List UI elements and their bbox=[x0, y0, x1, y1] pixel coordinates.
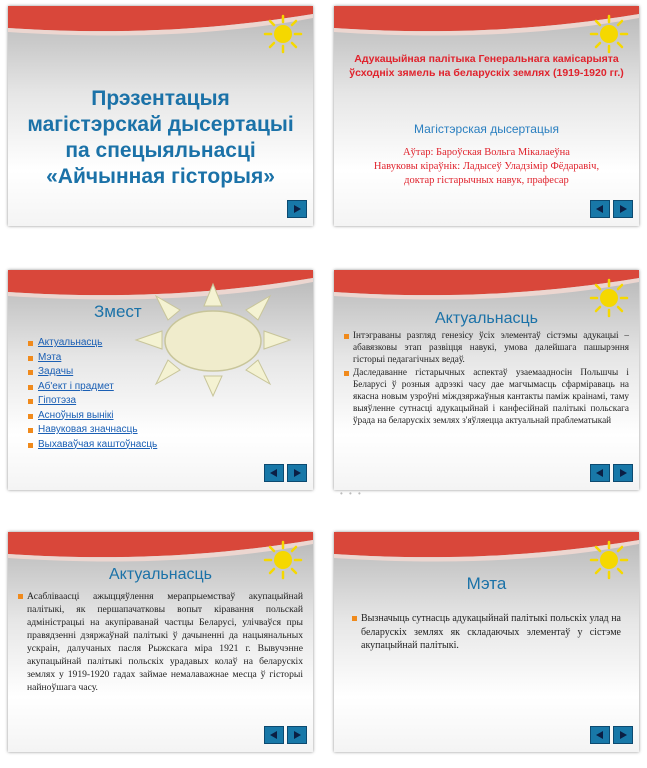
slide-title: Актуальнасць bbox=[109, 566, 212, 583]
prev-slide-button[interactable] bbox=[590, 726, 610, 744]
toc-item[interactable]: Задачы bbox=[28, 365, 157, 380]
arrow-left-icon bbox=[595, 204, 605, 214]
toc-item[interactable]: Навуковая значнасць bbox=[28, 423, 157, 438]
toc-item[interactable]: Мэта bbox=[28, 351, 157, 366]
next-slide-button[interactable] bbox=[613, 726, 633, 744]
toc-item[interactable]: Аб'ект і прадмет bbox=[28, 380, 157, 395]
slide-6 bbox=[334, 532, 639, 752]
slide-nav bbox=[590, 726, 633, 744]
slide-3 bbox=[8, 270, 313, 490]
arrow-left-icon bbox=[595, 468, 605, 478]
next-slide-button[interactable] bbox=[613, 200, 633, 218]
toc-item[interactable]: Асноўныя вынікі bbox=[28, 409, 157, 424]
toc-list bbox=[28, 336, 157, 452]
bullet-paragraph: Вызначыць сутнасць адукацыйнай палітыкі польскіх улад на беларускіх землях як складаючых элементаў у сістэме акупацыйнай палітыкі. bbox=[352, 612, 621, 653]
prev-slide-button[interactable] bbox=[264, 726, 284, 744]
arrow-right-icon bbox=[618, 204, 628, 214]
next-slide-button[interactable] bbox=[613, 464, 633, 482]
bullet-paragraph: Даследаванне гістарычных аспектаў узаемаадносін Польшчы і Беларусі ў розныя адрэзкі часу дае магчымасць сфарміраваць на якасна новым узроўні міждзяржаўныя кантакты паміж краінамі, таму выяўленне сутнасці адукацыйнай і канфесійнай палітыкі польскага ўрада на беларускіх землях з'яўляецца актуальнай праблематыкай bbox=[344, 367, 629, 426]
arrow-left-icon bbox=[269, 468, 279, 478]
sun-icon bbox=[263, 14, 303, 54]
next-slide-button[interactable] bbox=[287, 200, 307, 218]
toc-item[interactable]: Выхаваўчая каштоўнасць bbox=[28, 438, 157, 453]
arrow-right-icon bbox=[618, 468, 628, 478]
slide-body bbox=[344, 330, 629, 428]
author-line: Аўтар: Бароўская Вольга Мікалаеўна bbox=[403, 147, 570, 158]
next-slide-button[interactable] bbox=[287, 464, 307, 482]
thesis-subtitle: Магістэрская дысертацыя bbox=[414, 122, 559, 136]
prev-slide-button[interactable] bbox=[590, 464, 610, 482]
supervisor-line: Навуковы кіраўнік: Ладысеў Уладзімір Фёдаравіч, bbox=[373, 161, 600, 172]
slide-5 bbox=[8, 532, 313, 752]
slide-4 bbox=[334, 270, 639, 490]
slide-nav bbox=[287, 200, 307, 218]
slide-title: Актуальнасць bbox=[435, 310, 538, 327]
supervisor-title-line: доктар гістарычных навук, прафесар bbox=[404, 175, 569, 186]
slide-nav bbox=[590, 200, 633, 218]
author-block bbox=[344, 146, 629, 188]
toc-item[interactable]: Актуальнасць bbox=[28, 336, 157, 351]
arrow-left-icon bbox=[269, 730, 279, 740]
prev-slide-button[interactable] bbox=[590, 200, 610, 218]
next-slide-button[interactable] bbox=[287, 726, 307, 744]
prev-slide-button[interactable] bbox=[264, 464, 284, 482]
slide-title: Прэзентацыя магістэрскай дысертацыі па спецыяльнасці «Айчынная гісторыя» bbox=[27, 87, 294, 188]
slide-2 bbox=[334, 6, 639, 226]
slide-nav bbox=[264, 726, 307, 744]
slide-nav bbox=[264, 464, 307, 482]
arrow-right-icon bbox=[292, 730, 302, 740]
arrow-left-icon bbox=[595, 730, 605, 740]
slide-body bbox=[18, 590, 303, 696]
sun-icon bbox=[589, 14, 629, 54]
thesis-heading: Адукацыйная палітыка Генеральнага камісарыята ўсходніх зямель на беларускіх землях (1919-1920 гг.) bbox=[349, 53, 624, 79]
arrow-right-icon bbox=[292, 204, 302, 214]
arrow-right-icon bbox=[618, 730, 628, 740]
slide-body bbox=[352, 612, 621, 655]
slide-1 bbox=[8, 6, 313, 226]
slide-title: Мэта bbox=[466, 574, 507, 593]
toc-item[interactable]: Гіпотэза bbox=[28, 394, 157, 409]
bullet-paragraph: Інтэграваны разгляд генезісу ўсіх элементаў сістэмы адукацыі – абавязковы этап развіцця навукі, умова далейшага пашырэння гісторыі педагагічных ведаў. bbox=[344, 330, 629, 365]
separator-dots: • • • bbox=[340, 489, 363, 498]
slide-nav bbox=[590, 464, 633, 482]
toc-title: Змест bbox=[94, 302, 142, 321]
bullet-paragraph: Асабліваасці ажыццяўлення мерапрыемстваў акупацыйнай палітыкі, як першапачатковы вопыт кіравання польскай адміністрацыі на акупіраванай частцы Беларусі, улічваўся пры правядзенні дзяржаўнай палітыкі ў дачыненні да нацыянальных ускраін, далучаных пасля Рыжскага міра 1921 г. Вывучэнне акупацыйнай палітыкі польскіх урадавых колаў на беларускіх землях у 1919-1920 гадах займае немалаважнае месца ў гісторыі найноўшага часу. bbox=[18, 590, 303, 694]
arrow-right-icon bbox=[292, 468, 302, 478]
